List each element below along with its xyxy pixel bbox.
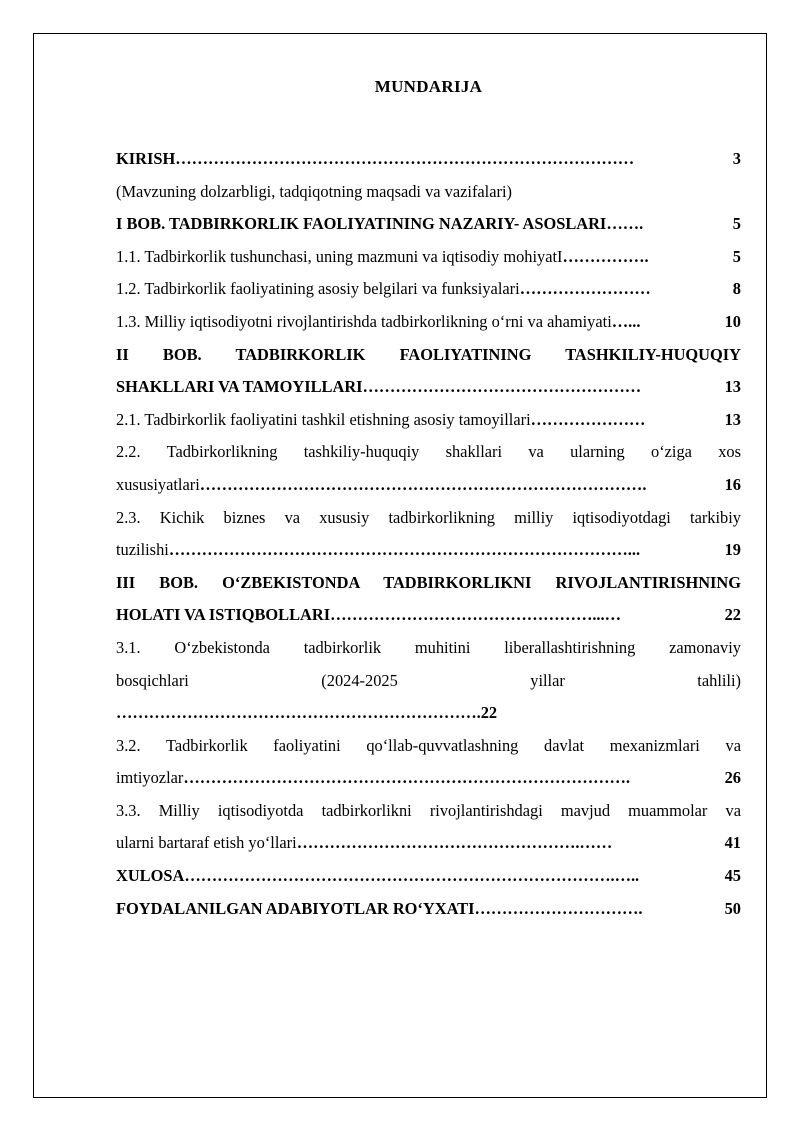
toc-entry-section-2-3-line-2: tuzilishi …………………………………………………………………………... 19: [116, 540, 741, 560]
toc-entry-chapter-2-line-1: II BOB. TADBIRKORLIK FAOLIYATINING TASHKILIY-HUQUQIY: [116, 344, 741, 364]
toc-entry-xulosa: XULOSA …………………………………………………………………….….. 45: [116, 866, 741, 886]
toc-entry-section-1-1: 1.1. Tadbirkorlik tushunchasi, uning mazmuni va iqtisodiy mohiyatI ……………. 5: [116, 246, 741, 266]
page-title: MUNDARIJA: [374, 77, 483, 96]
toc-entry-chapter-3-line-2: HOLATI VA ISTIQBOLLARI …………………………………………...… 22: [116, 605, 741, 625]
table-of-contents: [116, 76, 741, 925]
toc-entry-section-2-3-line-1: 2.3. Kichik biznes va xususiy tadbirkorlikning milliy iqtisodiyotdagi tarkibiy: [116, 507, 741, 527]
toc-entry-chapter-3-line-1: III BOB. O‘ZBEKISTONDA TADBIRKORLIKNI RIVOJLANTIRISHNING: [116, 572, 741, 592]
toc-entry-kirish-subtitle: (Mavzuning dolzarbligi, tadqiqotning maqsadi va vazifalari): [116, 181, 512, 201]
toc-entry-section-1-3: 1.3. Milliy iqtisodiyotni rivojlantirishda tadbirkorlikning o‘rni va ahamiyati …... 10: [116, 311, 741, 331]
toc-entry-chapter-1: I BOB. TADBIRKORLIK FAOLIYATINING NAZARIY- ASOSLARI ……. 5: [116, 214, 741, 234]
toc-list: [116, 143, 741, 925]
toc-entry-section-3-1-line-3: ………………………………………………………….22: [116, 703, 498, 723]
toc-entry-kirish: KIRISH ………………………………………………………………………… 3: [116, 149, 741, 168]
toc-entry-section-3-3-line-1: 3.3. Milliy iqtisodiyotda tadbirkorlikni rivojlantirishdagi mavjud muammolar va: [116, 800, 741, 820]
toc-entry-section-3-2-line-1: 3.2. Tadbirkorlik faoliyatini qo‘llab-quvvatlashning davlat mexanizmlari va: [116, 735, 741, 755]
toc-entry-section-1-2: 1.2. Tadbirkorlik faoliyatining asosiy belgilari va funksiyalari …………………… 8: [116, 279, 741, 299]
toc-entry-section-3-1-line-2: bosqichlari (2024-2025 yillar tahlili): [116, 670, 741, 690]
toc-entry-section-2-2-line-1: 2.2. Tadbirkorlikning tashkiliy-huquqiy shakllari va ularning o‘ziga xos: [116, 442, 741, 462]
toc-entry-section-2-1: 2.1. Tadbirkorlik faoliyatini tashkil etishning asosiy tamoyillari ………………… 13: [116, 409, 741, 429]
toc-entry-section-3-2-line-2: imtiyozlar ………………………………………………………………………. 26: [116, 768, 741, 788]
toc-entry-section-3-1-line-1: 3.1. O‘zbekistonda tadbirkorlik muhitini liberallashtirishning zamonaviy: [116, 637, 741, 657]
toc-entry-chapter-2-line-2: SHAKLLARI VA TAMOYILLARI …………………………………………… 13: [116, 377, 741, 397]
toc-entry-section-2-2-line-2: xususiyatlari ………………………………………………………………………. 16: [116, 474, 741, 494]
toc-entry-bibliography: FOYDALANILGAN ADABIYOTLAR RO‘YXATI …………………………. 50: [116, 898, 741, 918]
toc-entry-section-3-3-line-2: ularni bartaraf etish yo‘llari …………………………………………….…… 41: [116, 833, 741, 853]
